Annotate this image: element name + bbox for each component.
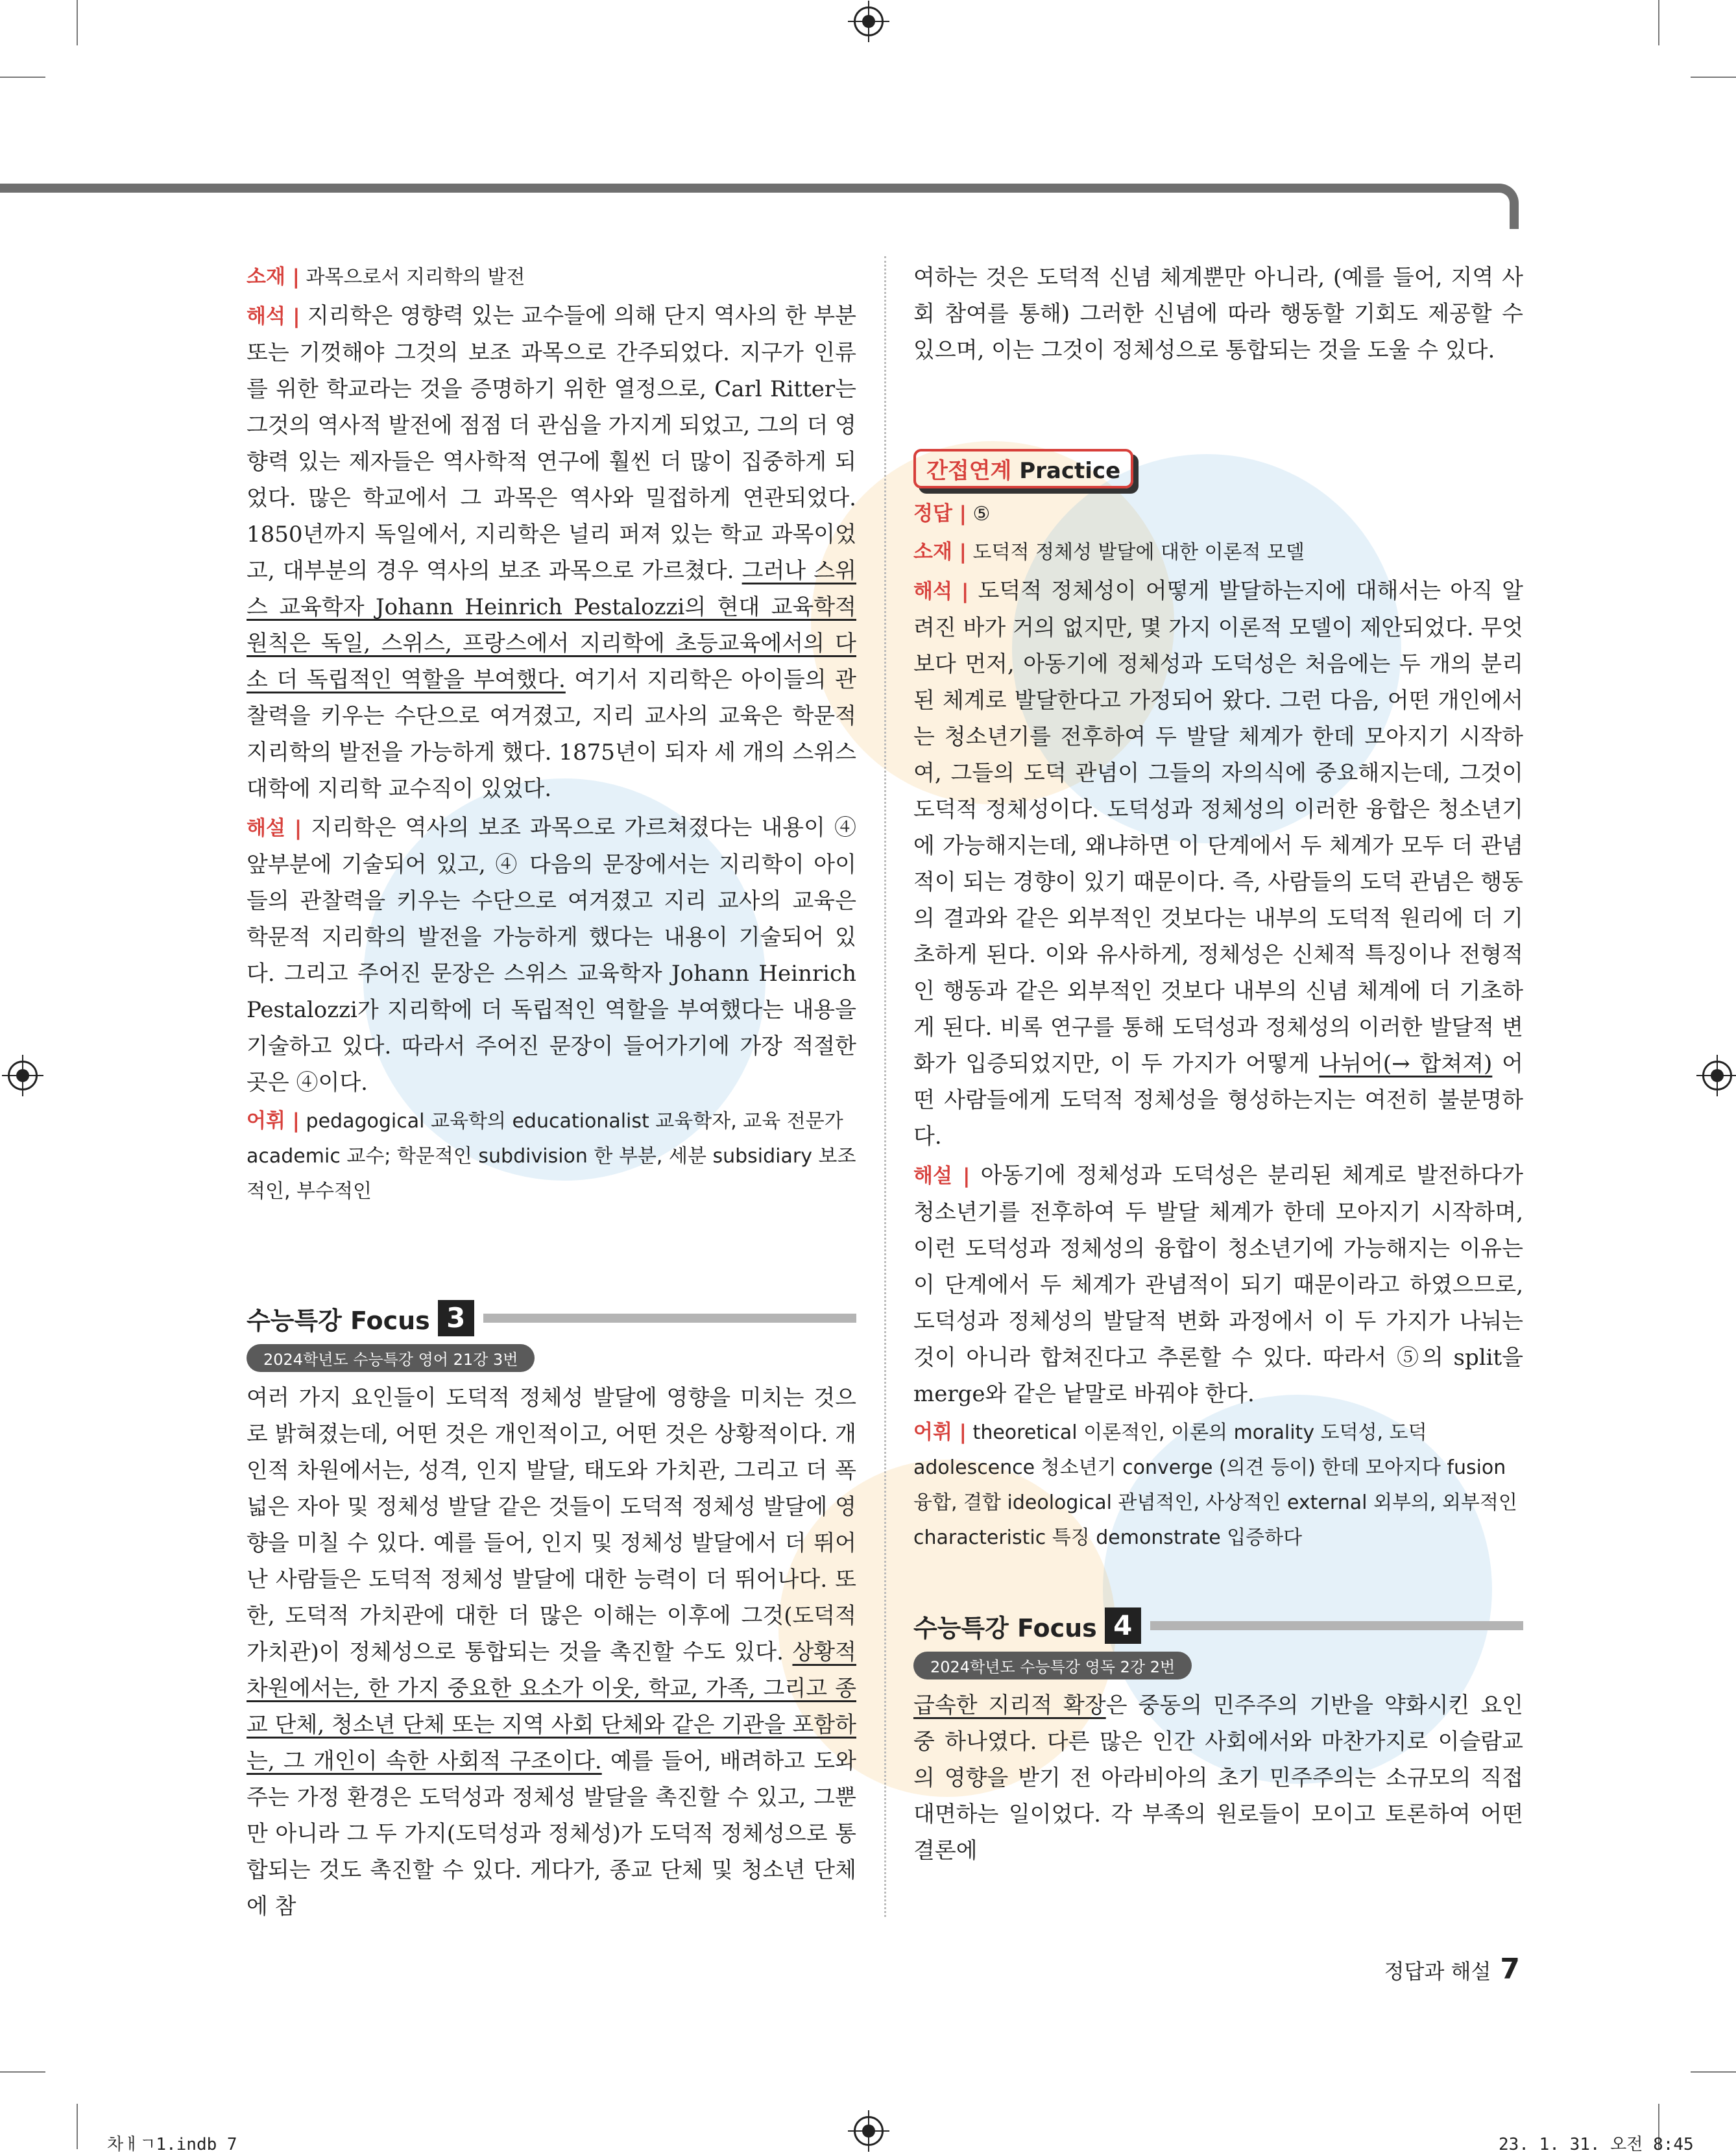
crop-mark (77, 2104, 78, 2149)
haeseok-underlined: 그러나 스위스 교육학자 Johann Heinrich Pestalozzi의 현대 교육학적 원칙은 독일, 스위스, 프랑스에서 지리학에 초등교육에서의 다소 더 독립적인 역할을 부여했다. (247, 558, 856, 693)
sojae-label: 소재 | (247, 265, 300, 289)
haeseok-label: 해석 | (247, 305, 300, 328)
focus-passage-text: 은 중동의 민주주의 기반을 약화시킨 요인 중 하나였다. 다른 많은 인간 사회에서와 마찬가지로 이슬람교의 영향을 받기 전 아라비아의 초기 민주주의는 소규모의 직접 대면하는 일이었다. 각 부족의 원로들이 모이고 토론하여 어떤 결론에 (913, 1692, 1524, 1864)
left-haeseol (247, 810, 856, 1101)
focus-passage-underlined: 상황적 차원에서는, 한 가지 중요한 요소가 이웃, 학교, 가족, 그리고 종교 단체, 청소년 단체 또는 지역 사회 단체와 같은 기관을 포함하는, 그 개인이 속한 사회적 구조이다. (247, 1639, 856, 1774)
page-footer (1384, 1953, 1520, 1986)
haeseok-text-tail: 어떤 사람들에게 도덕적 정체성을 형성하는지는 여전히 불분명하다. (913, 1051, 1524, 1150)
practice-heading (913, 449, 1133, 488)
haeseok-text-cont: 여기서 지리학은 아이들의 관찰력을 키우는 수단으로 여겨졌고, 지리 교사의 교육은 학문적 지리학의 발전을 가능하게 했다. 1875년이 되자 세 개의 스위스 대학에 지리학 교수직이 있었다. (247, 667, 856, 802)
footer-section: 정답과 해설 (1384, 1959, 1491, 1984)
jeongdap-label: 정답 | (913, 502, 967, 525)
haeseol-text: 아동기에 정체성과 도덕성은 분리된 체계로 발전하다가 청소년기를 전후하여 두 발달 체계가 한데 모아지기 시작하며, 이런 도덕성과 정체성의 융합이 청소년기에 가능해지는 이유는 이 단계에서 두 체계가 관념적이 되기 때문이라고 하였으므로, 도덕성과 정체성의 발달적 변화 과정에서 이 두 가지가 나눠는 것이 아니라 합쳐진다고 추론할 수 있다. 따라서 ⑤의 split을 merge와 같은 낱말로 바꿔야 한다. (913, 1162, 1523, 1407)
haeseok-label: 해석 | (913, 580, 969, 603)
focus-4-heading (913, 1607, 1523, 1644)
sojae-text: 과목으로서 지리학의 발전 (300, 266, 525, 289)
header-rule-corner (1495, 184, 1519, 229)
crop-mark (77, 0, 78, 45)
eohwi-text: pedagogical 교육학의 educationalist 교육학자, 교육 전문가 academic 교수; 학문적인 subdivision 한 부분, 세분 subsidiary 보조적인, 부수적인 (247, 1110, 856, 1203)
focus-source-pill: 2024학년도 수능특강 영독 2강 2번 (913, 1652, 1192, 1679)
focus-rule (483, 1314, 856, 1323)
eohwi-label: 어휘 | (913, 1421, 967, 1444)
left-column (247, 259, 856, 1927)
focus-title: 수능특강 Focus (247, 1306, 430, 1335)
right-haeseok (913, 573, 1523, 1155)
registration-mark-icon (854, 6, 884, 36)
header-rule (0, 184, 1499, 193)
crop-mark (0, 2071, 45, 2073)
focus-source-pill: 2024학년도 수능특강 영어 21강 3번 (247, 1344, 535, 1372)
right-column (913, 259, 1523, 1872)
focus-passage-text-cont: 예를 들어, 배려하고 도와주는 가정 환경은 도덕성과 정체성 발달을 촉진할 수 있고, 그뿐만 아니라 그 두 가지(도덕성과 정체성)가 도덕적 정체성으로 통합되는 것도 촉진할 수 있다. 게다가, 종교 단체 및 청소년 단체에 참 (247, 1748, 856, 1920)
practice-label: Practice (1011, 458, 1121, 484)
focus-3-passage-cont: 여하는 것은 도덕적 신념 체계뿐만 아니라, (예를 들어, 지역 사회 참여를 통해) 그러한 신념에 따라 행동할 기회도 제공할 수 있으며, 이는 그것이 정체성으로 통합되는 것을 도울 수 있다. (913, 265, 1523, 363)
haeseok-text: 지리학은 영향력 있는 교수들에 의해 단지 역사의 한 부분 또는 기껏해야 그것의 보조 과목으로 간주되었다. 지구가 인류를 위한 학교라는 것을 증명하기 위한 열정으로, Carl Ritter는 그것의 역사적 발전에 점점 더 관심을 가지게 되었고, 그의 더 영향력 있는 제자들은 역사학적 연구에 훨씬 더 많이 집중하게 되었다. 많은 학교에서 그 과목은 역사와 밀접하게 연관되었다. 1850년까지 독일에서, 지리학은 널리 퍼져 있는 학교 과목이었고, 대부분의 경우 역사의 보조 과목으로 가르쳤다. (247, 303, 856, 584)
registration-mark-icon (1702, 1061, 1732, 1090)
focus-3-heading (247, 1300, 856, 1336)
haeseol-label: 해설 | (913, 1164, 970, 1188)
sojae-text: 도덕적 정체성 발달에 대한 이론적 모델 (967, 541, 1305, 564)
crop-mark (1691, 2071, 1736, 2073)
right-haeseol (913, 1157, 1523, 1412)
left-haeseok (247, 298, 856, 807)
focus-passage-underlined: 급속한 지리적 확장 (913, 1692, 1106, 1718)
haeseok-underlined: 나뉘어(→ 합쳐져) (1319, 1051, 1493, 1077)
jeongdap-text: ⑤ (967, 503, 991, 525)
print-slug-file: 차ㅐㄱ1.indb 7 (107, 2135, 237, 2154)
sojae-label: 소재 | (913, 540, 967, 564)
focus-title: 수능특강 Focus (913, 1613, 1097, 1643)
focus-passage-text: 여러 가지 요인들이 도덕적 정체성 발달에 영향을 미치는 것으로 밝혀졌는데, 어떤 것은 개인적이고, 어떤 것은 상황적이다. 개인적 차원에서는, 성격, 인지 발달, 태도와 가치관, 그리고 더 폭넓은 자아 및 정체성 발달 같은 것들이 도덕적 정체성 발달에 영향을 미칠 수 있다. 예를 들어, 인지 및 정체성 발달에서 더 뛰어난 사람들은 도덕적 정체성 발달에 대한 능력이 더 뛰어나다. 또한, 도덕적 가치관에 대한 더 많은 이해는 이후에 그것(도덕적 가치관)이 정체성으로 통합되는 것을 촉진할 수도 있다. (247, 1385, 856, 1665)
focus-number: 4 (1105, 1607, 1141, 1644)
left-sojae (247, 259, 856, 295)
column-divider (884, 256, 886, 1917)
right-sojae (913, 535, 1523, 570)
focus-number: 3 (438, 1300, 474, 1336)
right-eohwi (913, 1415, 1523, 1556)
crop-mark (1658, 0, 1659, 45)
focus-rule (1150, 1621, 1523, 1630)
right-jeongdap (913, 496, 1523, 532)
haeseol-label: 해설 | (247, 817, 302, 840)
registration-mark-icon (8, 1061, 38, 1090)
crop-mark (0, 77, 45, 78)
eohwi-text: theoretical 이론적인, 이론의 morality 도덕성, 도덕 adolescence 청소년기 converge (의견 등이) 한데 모아지다 fusion 융합, 결합 ideological 관념적인, 사상적인 external 외부의, 외부적인 characteristic 특징 demonstrate 입증하다 (913, 1421, 1517, 1549)
eohwi-label: 어휘 | (247, 1109, 300, 1133)
focus-3-passage (247, 1380, 856, 1925)
haeseok-text: 도덕적 정체성이 어떻게 발달하는지에 대해서는 아직 알려진 바가 거의 없지만, 몇 가지 이론적 모델이 제안되었다. 무엇보다 먼저, 아동기에 정체성과 도덕성은 처음에는 두 개의 분리된 체계로 발달한다고 가정되어 왔다. 그런 다음, 어떤 개인에서는 청소년기를 전후하여 두 발달 체계가 한데 모아지기 시작하여, 그들의 도덕 관념이 그들의 자의식에 중요해지는데, 그것이 도덕적 정체성이다. 도덕성과 정체성의 이러한 융합은 청소년기에 가능해지는데, 왜냐하면 이 단계에서 두 체계가 모두 더 관념적이 되는 경향이 있기 때문이다. 즉, 사람들의 도덕 관념은 행동의 결과와 같은 외부적인 것보다는 내부의 도덕적 원리에 더 기초하게 된다. 이와 유사하게, 정체성은 신체적 특징이나 전형적인 행동과 같은 외부적인 것보다 내부의 신념 체계에 더 기초하게 된다. 비록 연구를 통해 도덕성과 정체성의 이러한 발달적 변화가 입증되었지만, 이 두 가지가 어떻게 (913, 578, 1523, 1077)
print-slug-date: 23. 1. 31. 오전 8:45 (1499, 2135, 1694, 2154)
page-number: 7 (1500, 1953, 1520, 1986)
haeseol-text: 지리학은 역사의 보조 과목으로 가르쳐졌다는 내용이 ④ 앞부분에 기술되어 있고, ④ 다음의 문장에서는 지리학이 아이들의 관찰력을 키우는 수단으로 여겨졌고 지리 교사의 교육은 학문적 지리학의 발전을 가능하게 했다는 내용이 기술되어 있다. 그리고 주어진 문장은 스위스 교육학자 Johann Heinrich Pestalozzi가 지리학에 더 독립적인 역할을 부여했다는 내용을 기술하고 있다. 따라서 주어진 문장이 들어가기에 가장 적절한 곳은 ④이다. (247, 815, 856, 1096)
left-eohwi (247, 1103, 856, 1209)
crop-mark (1691, 77, 1736, 78)
registration-mark-icon (854, 2116, 884, 2146)
focus-4-passage (913, 1687, 1523, 1869)
practice-red-label: 간접연계 (926, 458, 1012, 484)
